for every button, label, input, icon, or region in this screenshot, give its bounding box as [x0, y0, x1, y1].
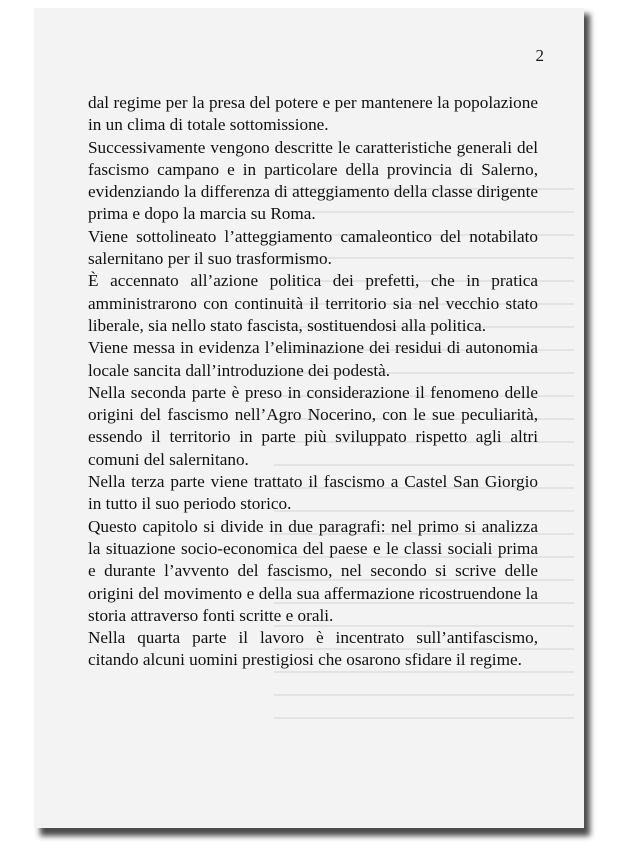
paragraph: Viene sottolineato l’atteggiamento camaleontico del notabilato salernitano per il suo trasformismo.	[88, 226, 538, 269]
paragraph: Successivamente vengono descritte le caratteristiche generali del fascismo campano e in particolare della provincia di Salerno, evidenziando la differenza di atteggiamento della classe dirigente prima e dopo la marcia su Roma.	[88, 137, 538, 224]
paragraph: Nella quarta parte il lavoro è incentrato sull’antifascismo, citando alcuni uomini prestigiosi che osarono sfidare il regime.	[88, 628, 538, 670]
book-page	[34, 8, 584, 828]
paragraph: È accennato all’azione politica dei prefetti, che in pratica amministrarono con continuità il territorio sia nel vecchio stato liberale, sia nello stato fascista, sostituendosi alla politica.	[88, 271, 538, 335]
page-number: 2	[535, 46, 544, 65]
paragraph: Nella seconda parte è preso in considerazione il fenomeno delle origini del fascismo nell’Agro Nocerino, con le sue peculiarità, essendo il territorio in parte più sviluppato rispetto agli altri comuni del salernitano.	[88, 382, 538, 469]
body-text	[88, 92, 538, 672]
paragraph: Questo capitolo si divide in due paragrafi: nel primo si analizza la situazione socio-economica del paese e le classi sociali prima e durante l’avvento del fascismo, nel secondo si scrive delle origini del movimento e della sua affermazione ricostruendone la storia attraverso fonti scritte e orali.	[88, 516, 538, 625]
paragraph: Nella terza parte viene trattato il fascismo a Castel San Giorgio in tutto il suo periodo storico.	[88, 472, 538, 514]
paragraph: dal regime per la presa del potere e per mantenere la popolazione in un clima di totale sottomissione.	[88, 93, 538, 135]
paragraph: Viene messa in evidenza l’eliminazione dei residui di autonomia locale sancita dall’introduzione dei podestà.	[88, 338, 538, 380]
